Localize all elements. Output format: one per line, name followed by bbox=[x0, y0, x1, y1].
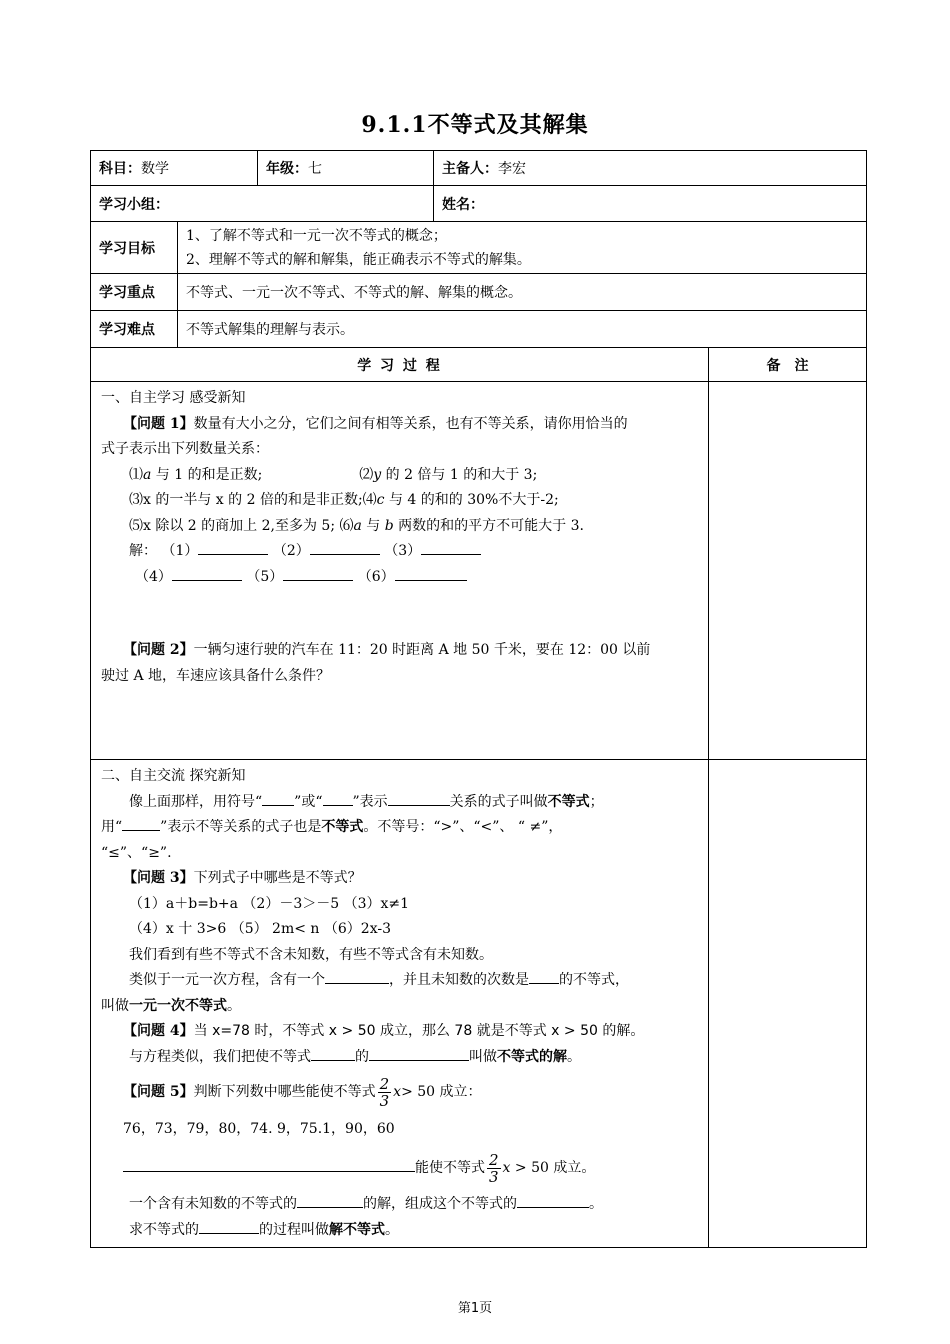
item-6-and: 与 bbox=[361, 517, 385, 534]
paragraph-10 bbox=[101, 1218, 698, 1244]
variable-x: x bbox=[393, 1084, 402, 1100]
p9-part-a: 一个含有未知数的不等式的 bbox=[129, 1196, 297, 1212]
difficulty-label: 学习难点 bbox=[91, 311, 178, 348]
set-blank[interactable] bbox=[199, 1219, 259, 1234]
author-label: 主备人： bbox=[442, 161, 498, 177]
section1-heading: 一、自主学习 感受新知 bbox=[101, 390, 246, 406]
p1-part-f: ； bbox=[589, 793, 604, 810]
holds-blank[interactable] bbox=[311, 1046, 355, 1061]
answer-5-label: （5） bbox=[246, 568, 284, 585]
p2-part-d: 。不等号：“>”、“<”、 “ ≠”， bbox=[363, 819, 563, 835]
question-1-text-cont: 式子表示出下列数量关系： bbox=[101, 441, 269, 457]
solution-row-1 bbox=[101, 539, 698, 565]
p2-part-a: 用“ bbox=[101, 819, 123, 835]
p10-part-d: 。 bbox=[385, 1221, 399, 1238]
goals-row bbox=[91, 222, 867, 274]
answer-3-blank[interactable] bbox=[421, 540, 481, 555]
p10-part-a: 求不等式的 bbox=[129, 1221, 199, 1238]
page-number: 第1页 bbox=[457, 1301, 493, 1316]
item-4-text: 与 4 的和的 30%不大于-2; bbox=[384, 492, 559, 508]
term-inequality-2: 不等式 bbox=[321, 819, 364, 835]
p6-part-a: 叫做 bbox=[101, 997, 129, 1014]
term-inequality: 不等式 bbox=[547, 793, 590, 810]
p1-part-b: ”或“ bbox=[294, 793, 323, 810]
section1-content bbox=[91, 382, 709, 760]
term-linear-inequality: 一元一次不等式 bbox=[129, 997, 227, 1014]
item-row-2 bbox=[101, 488, 698, 514]
item-4-var: c bbox=[376, 492, 385, 508]
question-2-tag: 【问题 2】 bbox=[123, 642, 194, 658]
process-heading-row bbox=[91, 348, 867, 382]
p10-part-b: 的过程叫做 bbox=[259, 1221, 329, 1238]
p5-part-c: 的不等式， bbox=[559, 972, 629, 988]
degree-blank[interactable] bbox=[529, 969, 559, 984]
paragraph-8 bbox=[101, 1144, 698, 1192]
difficulty-text: 不等式解集的理解与表示。 bbox=[178, 311, 867, 348]
fraction-two-thirds bbox=[378, 1076, 392, 1109]
p5-part-a: 类似于一元一次方程，含有一个 bbox=[129, 972, 325, 988]
symbol-blank-3[interactable] bbox=[122, 816, 160, 831]
relation-blank[interactable] bbox=[388, 791, 450, 806]
section2-row bbox=[91, 760, 867, 1248]
grade-cell bbox=[258, 151, 434, 186]
item-5-text: ⑸x 除以 2 的商加上 2,至多为 5; ⑹ bbox=[129, 517, 354, 534]
question-3-options-2: （4）x 十 3>6 （5） 2m< n （6）2x-3 bbox=[129, 921, 391, 937]
p8-part-a: 能使不等式 bbox=[415, 1160, 485, 1176]
paragraph-9 bbox=[101, 1192, 698, 1218]
p1-part-d: 关系的式子叫做 bbox=[449, 793, 548, 810]
item-6-text: 两数的和的平方不可能大于 3. bbox=[393, 517, 584, 534]
section2-heading: 二、自主交流 探究新知 bbox=[101, 768, 246, 784]
question-5-text: 判断下列数中哪些能使不等式 bbox=[193, 1084, 376, 1100]
answer-2-label: （2） bbox=[272, 543, 310, 559]
p9-part-b: 的解，组成这个不等式的 bbox=[363, 1196, 517, 1212]
fraction-denominator-2: 3 bbox=[489, 1167, 499, 1186]
item-row-3 bbox=[101, 514, 698, 540]
numbers-blank[interactable] bbox=[123, 1157, 415, 1172]
item-6-var-a: a bbox=[353, 517, 362, 534]
p7-part-c: 叫做 bbox=[469, 1048, 497, 1065]
answer-2-blank[interactable] bbox=[310, 540, 380, 555]
section1-row bbox=[91, 382, 867, 760]
paragraph-2 bbox=[101, 815, 698, 841]
focus-text: 不等式、一元一次不等式、不等式的解、解集的概念。 bbox=[178, 274, 867, 311]
notes-cell-2[interactable] bbox=[709, 760, 867, 1248]
goal-2: 2、理解不等式的解和解集，能正确表示不等式的解集。 bbox=[186, 251, 531, 268]
question-1-tag: 【问题 1】 bbox=[123, 415, 194, 432]
question-3 bbox=[101, 866, 698, 892]
answer-3-label: （3） bbox=[384, 543, 422, 559]
item-row-1 bbox=[101, 463, 698, 489]
question-3-text: 下列式子中哪些是不等式？ bbox=[193, 870, 362, 886]
item-6-var-b: b bbox=[384, 517, 394, 534]
goals-content bbox=[178, 222, 867, 274]
unknown-blank[interactable] bbox=[325, 969, 389, 984]
answer-4-blank[interactable] bbox=[172, 566, 242, 581]
item-2-text: 的 2 倍与 1 的和大于 3; bbox=[381, 466, 538, 483]
section2-content bbox=[91, 760, 709, 1248]
name-field[interactable]: 姓名： bbox=[434, 186, 867, 222]
p2-part-b: ”表示不等关系的式子也是 bbox=[160, 819, 322, 835]
item-1-var: a bbox=[143, 466, 152, 483]
goal-1: 1、了解不等式和一元一次不等式的概念； bbox=[186, 227, 447, 244]
question-3-options-1: （1）a＋b=b+a （2）－3＞－5 （3）x≠1 bbox=[129, 895, 410, 912]
notes-cell-1[interactable] bbox=[709, 382, 867, 760]
subject-label: 科目： bbox=[99, 161, 141, 177]
item-1-number: ⑴ bbox=[129, 466, 143, 483]
p1-part-c: ”表示 bbox=[352, 793, 388, 810]
solution-row-2 bbox=[101, 565, 698, 591]
paragraph-4: 我们看到有些不等式不含未知数，有些不等式含有未知数。 bbox=[129, 946, 493, 963]
goals-label: 学习目标 bbox=[91, 222, 178, 274]
author-cell bbox=[434, 151, 867, 186]
all-blank[interactable] bbox=[297, 1193, 363, 1208]
value-blank[interactable] bbox=[369, 1046, 469, 1061]
item-2-var: y bbox=[373, 466, 382, 483]
process-heading: 学 习 过 程 bbox=[91, 348, 709, 382]
item-1-text: 与 1 的和是正数; bbox=[151, 466, 263, 483]
grade-label: 年级： bbox=[266, 161, 308, 177]
candidate-numbers: 76，73，79，80，74. 9，75.1，90，60 bbox=[123, 1121, 395, 1137]
question-3-tag: 【问题 3】 bbox=[123, 870, 194, 886]
p5-part-b: ，并且未知数的次数是 bbox=[389, 972, 529, 988]
header-row bbox=[91, 151, 867, 186]
question-4 bbox=[101, 1019, 698, 1045]
focus-label: 学习重点 bbox=[91, 274, 178, 311]
p7-part-b: 的 bbox=[355, 1048, 369, 1065]
fraction-numerator-2: 2 bbox=[489, 1150, 499, 1169]
solution-set-blank[interactable] bbox=[517, 1193, 589, 1208]
notes-heading: 备 注 bbox=[709, 348, 867, 382]
document-title: 9.1.1不等式及其解集 bbox=[361, 112, 589, 138]
question-4-text: 当 x=78 时，不等式 x > 50 成立，那么 78 就是不等式 x > 50 的解。 bbox=[193, 1023, 645, 1039]
symbol-blank-2[interactable] bbox=[323, 791, 353, 806]
question-4-tag: 【问题 4】 bbox=[123, 1023, 194, 1039]
answer-5-blank[interactable] bbox=[283, 566, 353, 581]
fraction-denominator: 3 bbox=[379, 1091, 390, 1110]
answer-6-blank[interactable] bbox=[395, 566, 467, 581]
p6-part-c: 。 bbox=[227, 997, 241, 1014]
question-5-tail: > 50 成立： bbox=[401, 1084, 482, 1100]
question-2-text: 一辆匀速行驶的汽车在 11：20 时距离 A 地 50 千米，要在 12：00 以前 bbox=[193, 642, 651, 658]
p9-part-c: 。 bbox=[589, 1196, 603, 1212]
paragraph-5 bbox=[101, 968, 698, 994]
answer-6-label: （6） bbox=[357, 568, 395, 585]
question-2 bbox=[101, 638, 698, 664]
answer-1-blank[interactable] bbox=[198, 540, 268, 555]
solution-label: 解： bbox=[129, 543, 157, 559]
author-value: 李宏 bbox=[498, 161, 526, 177]
lesson-plan-table bbox=[90, 150, 867, 1248]
question-5-tag: 【问题 5】 bbox=[123, 1084, 194, 1100]
question-1-text: 数量有大小之分，它们之间有相等关系，也有不等关系，请你用恰当的 bbox=[193, 415, 628, 432]
grade-value: 七 bbox=[308, 161, 322, 177]
paragraph-6 bbox=[101, 994, 698, 1020]
group-row bbox=[91, 186, 867, 222]
paragraph-7 bbox=[101, 1045, 698, 1071]
answer-4-label: （4） bbox=[135, 568, 172, 585]
p8-part-b: > 50 成立。 bbox=[510, 1160, 596, 1176]
p1-part-a: 像上面那样，用符号“ bbox=[129, 793, 263, 810]
paragraph-3: “≤”、“≥”. bbox=[101, 844, 172, 861]
p7-part-a: 与方程类似，我们把使不等式 bbox=[129, 1048, 311, 1065]
term-solve-inequality: 解不等式 bbox=[329, 1221, 385, 1238]
subject-cell bbox=[91, 151, 258, 186]
subject-value: 数学 bbox=[141, 161, 169, 177]
p7-part-e: 。 bbox=[567, 1048, 581, 1065]
answer-1-label: （1） bbox=[161, 543, 199, 559]
item-3-text: ⑶x 的一半与 x 的 2 倍的和是非正数;⑷ bbox=[129, 492, 377, 508]
symbol-blank-1[interactable] bbox=[262, 791, 294, 806]
paragraph-1 bbox=[101, 790, 698, 816]
difficulty-row bbox=[91, 311, 867, 348]
item-2-number: ⑵ bbox=[359, 466, 374, 483]
question-1 bbox=[101, 412, 698, 438]
answer-space[interactable] bbox=[101, 590, 698, 638]
variable-x-2: x bbox=[502, 1160, 511, 1176]
fraction-two-thirds-2 bbox=[487, 1152, 501, 1185]
question-5 bbox=[101, 1070, 698, 1114]
focus-row bbox=[91, 274, 867, 311]
question-2-text-cont: 驶过 A 地，车速应该具备什么条件？ bbox=[101, 667, 331, 684]
study-group-field[interactable]: 学习小组： bbox=[91, 186, 434, 222]
term-solution: 不等式的解 bbox=[497, 1048, 567, 1065]
fraction-numerator: 2 bbox=[379, 1074, 390, 1093]
